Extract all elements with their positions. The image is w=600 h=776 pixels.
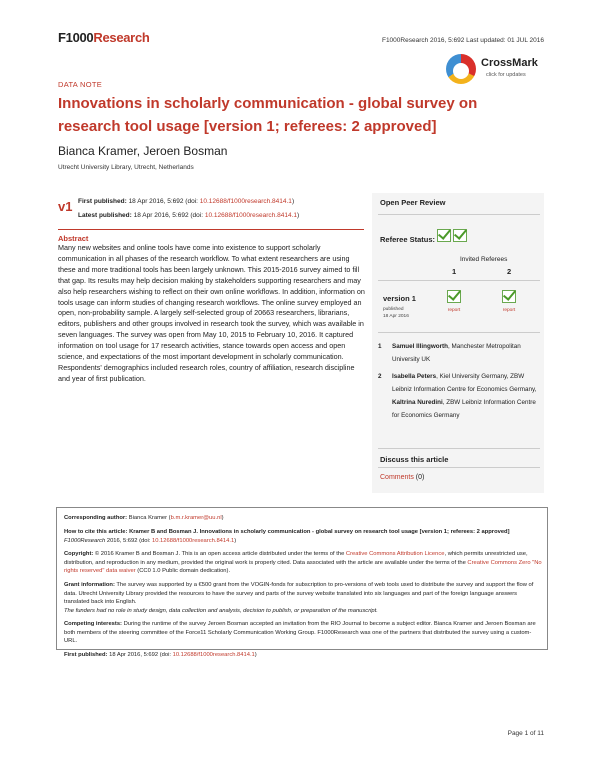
license-link[interactable]: Creative Commons Attribution Licence (345, 551, 445, 557)
comments (380, 474, 424, 481)
journal-name: F1000Research (64, 537, 106, 544)
comments-link[interactable]: Comments (380, 474, 414, 481)
referee-list (378, 340, 542, 422)
approved-check-icon (447, 290, 461, 303)
doi-link[interactable]: 10.12688/f1000research.8414.1 (151, 537, 235, 544)
abstract-heading: Abstract (58, 234, 89, 243)
label: Copyright: (64, 551, 94, 557)
referee-status (380, 229, 467, 244)
first-published-label: First published: (78, 198, 127, 205)
text: (CC0 1.0 Public domain dedication). (135, 568, 231, 575)
referee-affiliation: , ZBW Leibniz Information Centre for Economics Germany (392, 399, 536, 419)
divider (378, 467, 540, 468)
divider (378, 280, 540, 281)
label: First published: (64, 652, 108, 658)
first-published (78, 198, 294, 205)
referee-number: 1 (378, 343, 382, 350)
journal-logo[interactable] (58, 30, 150, 45)
label: How to cite this article: (64, 529, 128, 535)
doi-link[interactable]: 10.12688/f1000research.8414.1 (199, 198, 292, 205)
funders-statement: The funders had no role in study design, data collection and analysis, decision to publish, or preparation of the manuscript. (64, 607, 378, 614)
affiliation: Utrecht University Library, Utrecht, Netherlands (58, 164, 194, 171)
doi-link[interactable]: 10.12688/f1000research.8414.1 (172, 652, 255, 658)
crossmark-icon (446, 54, 476, 84)
corresponding-author (64, 514, 542, 523)
approved-check-icon (502, 290, 516, 303)
crossmark-badge[interactable] (446, 52, 546, 88)
label: Corresponding author: (64, 515, 128, 521)
divider (378, 332, 540, 333)
referee-name: Isabella Peters (392, 373, 437, 380)
latest-published (78, 212, 299, 219)
copyright (64, 550, 542, 576)
report-link[interactable]: report (447, 308, 461, 313)
doi-link[interactable]: 10.12688/f1000research.8414.1 (204, 212, 297, 219)
divider (378, 214, 540, 215)
paren: ) (291, 198, 295, 205)
version-published (383, 306, 409, 320)
citation-text: Kramer B and Bosman J. Innovations in scholarly communication - global survey on research tool usage [version 1; referees: 2 approved] (127, 529, 510, 535)
referee-affiliation: , Manchester Metropolitan University UK (392, 343, 521, 363)
text: ) (234, 537, 237, 544)
referee-affiliation: , Kiel University Germany, ZBW Leibniz Information Centre for Economics Germany, (392, 373, 537, 393)
grant-information (64, 581, 542, 615)
referee-item (378, 340, 542, 366)
text: The survey was supported by a €500 grant from the VOGIN-fonds for subscription to pro-versions of web tools used to distribute the survey and support the flow of data. Utrecht University Library provided the resources to have the survey and parts of the survey website translated into six languages and part of the foreign language answers translated back into English. (64, 582, 534, 606)
first-published-text: 18 Apr 2016, 5:692 (doi: (128, 198, 200, 205)
page-number: Page 1 of 11 (507, 730, 544, 737)
referee-name: Samuel Illingworth (392, 343, 448, 350)
referee-1-report[interactable] (446, 290, 462, 313)
divider (58, 229, 364, 230)
latest-published-label: Latest published: (78, 212, 132, 219)
approved-check-icon (437, 229, 451, 242)
email-link[interactable]: b.m.r.kramer@uu.nl (170, 515, 222, 521)
referee-col-1: 1 (452, 267, 457, 276)
approved-check-icon (453, 229, 467, 242)
published-date: 18 Apr 2016 (383, 314, 409, 319)
referee-item (378, 370, 542, 422)
latest-published-text: 18 Apr 2016, 5:692 (doi: (133, 212, 205, 219)
article-title: Innovations in scholarly communication - global survey on research tool usage [version 1; referees: 2 approved] (58, 95, 478, 135)
abstract-text: Many new websites and online tools have come into existence to support scholarly communication in all phases of the research workflow. To what extent researchers are using these and more traditional tools has been largely unknown. This 2015-2016 survey aimed to fill that gap. Its results may help decision making by stakeholders supporting researchers and may also help researchers wishing to reflect on their own online workflows. In addition, information on tools usage can inform studies of changing research workflows. The online survey employed an open, non-probability sample. A largely self-selected group of 20663 researchers, librarians, editors, publishers and other groups involved in research took the survey, which was available in seven languages. The survey was open from May 10, 2015 to February 10, 2016. It captured information on tool usage for 17 research activities, stance towards open access and open science, and expectations of the most important development in scholarly communication. Respondents' demographics included research roles, country of affiliation, research discipline and year of first publication. (58, 243, 365, 383)
version-1-label[interactable]: version 1 (383, 294, 416, 303)
crossmark-label: CrossMark (481, 57, 538, 69)
referee-2-report[interactable] (501, 290, 517, 313)
text: ) (254, 652, 257, 658)
authors: Bianca Kramer, Jeroen Bosman (58, 144, 228, 158)
competing-interests (64, 620, 542, 646)
text: 2016, 5:692 (doi: (105, 537, 152, 544)
text: , which permits unrestricted use, distribution, and reproduction in any medium, provided the original work is properly cited. Data associated with the article are available under the terms of the (64, 551, 528, 566)
logo-f1000: F1000 (58, 30, 94, 45)
divider (378, 448, 540, 449)
article-type: DATA NOTE (58, 80, 103, 89)
referee-number: 2 (378, 373, 382, 380)
logo-research: Research (93, 30, 150, 45)
label: Competing interests: (64, 621, 122, 627)
report-link[interactable]: report (502, 308, 516, 313)
discuss-heading: Discuss this article (380, 455, 449, 464)
invited-referees: Invited Referees (460, 256, 508, 263)
referee-status-label: Referee Status: (380, 235, 436, 244)
text: 18 Apr 2016, 5:692 (doi: (107, 652, 173, 658)
text: During the runtime of the survey Jeroen Bosman accepted an invitation from the RIO Journal to become a subject editor. Bianca Kramer and Jeroen Bosman are both members of the steering committee of the Force11 Scholarly Communication Working Group. F1000Research was one of the partners that distributed the survey using a custom-URL. (64, 621, 536, 645)
label: Grant information: (64, 582, 115, 588)
header-meta: F1000Research 2016, 5:692 Last updated: 01 JUL 2016 (381, 37, 544, 44)
how-to-cite (64, 528, 542, 545)
referee-col-2: 2 (507, 267, 512, 276)
published-label: published (383, 307, 404, 312)
text: Bianca Kramer ( (127, 515, 171, 521)
paren: ) (297, 212, 300, 219)
crossmark-sub: click for updates (486, 72, 526, 78)
version-label: v1 (58, 199, 73, 214)
first-published-info (64, 651, 542, 660)
text: ) (221, 515, 224, 521)
referee-name: Kaltrina Nuredini (392, 399, 443, 406)
peer-review-title: Open Peer Review (380, 198, 446, 207)
text: © 2016 Kramer B and Bosman J. This is an open access article distributed under the terms of the (93, 551, 346, 557)
waiver-link[interactable]: Creative Commons Zero "No rights reserved" data waiver (64, 559, 542, 575)
comments-count: (0) (413, 474, 425, 481)
